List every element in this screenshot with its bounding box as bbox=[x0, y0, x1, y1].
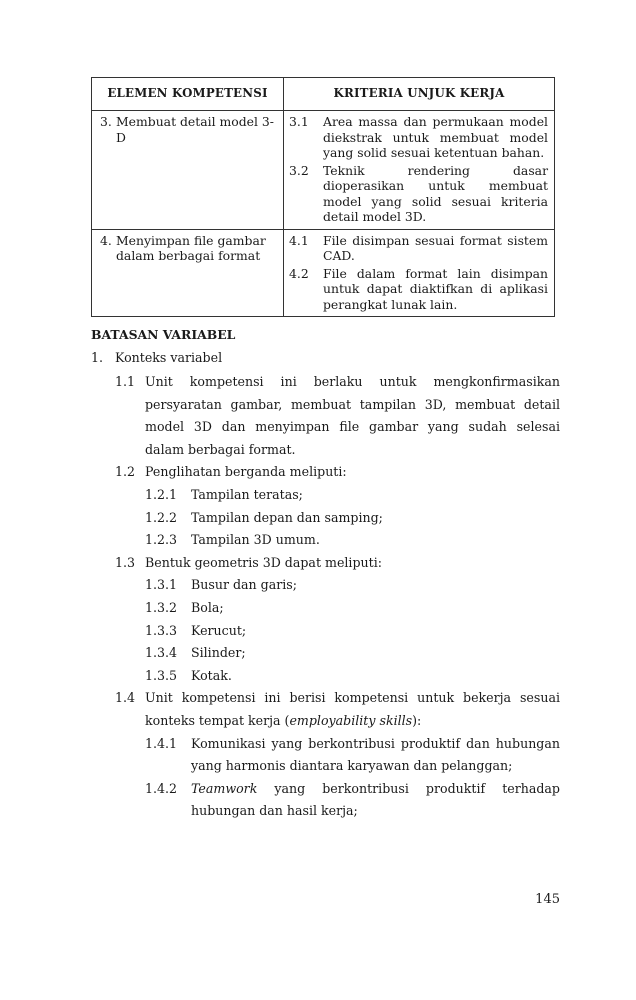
kriteria-item bbox=[289, 266, 548, 313]
list-item bbox=[145, 665, 560, 688]
batasan-variabel-section bbox=[91, 326, 560, 823]
list-item bbox=[91, 349, 560, 367]
table-row bbox=[92, 111, 555, 230]
kriteria-item bbox=[289, 114, 548, 161]
italic-term: employability skills bbox=[289, 712, 413, 728]
section-title: BATASAN VARIABEL bbox=[91, 327, 236, 342]
elemen-number: 3. bbox=[100, 114, 112, 129]
paragraph-line: yang harmonis diantara karyawan dan pelanggan; bbox=[191, 758, 513, 774]
elemen-text: Menyimpan file gambar dalam berbagai format bbox=[116, 232, 266, 263]
kriteria-text: Area massa dan permukaan model diekstrak untuk membuat model yang solid sesuai ketentuan bahan. bbox=[323, 114, 548, 160]
elemen-text: Membuat detail model 3-D bbox=[116, 114, 274, 145]
paragraph-line: Unit kompetensi ini berlaku untuk mengkonfirmasikan bbox=[145, 374, 560, 389]
paragraph-line: hubungan dan hasil kerja; bbox=[191, 803, 358, 819]
item-number: 1.1 bbox=[115, 374, 136, 389]
kriteria-number: 3.1 bbox=[289, 114, 309, 129]
item-text: Kotak. bbox=[191, 667, 232, 683]
subsection-1-3 bbox=[115, 552, 560, 575]
item-text: Silinder; bbox=[191, 645, 246, 661]
item-text: Penglihatan berganda meliputi: bbox=[145, 464, 347, 480]
italic-term: Teamwork bbox=[191, 780, 258, 796]
kriteria-cell bbox=[284, 229, 555, 317]
item-number: 1.3.2 bbox=[145, 599, 178, 615]
paragraph-line: Unit kompetensi ini berisi kompetensi untuk bekerja sesuai bbox=[145, 690, 560, 706]
item-number: 1.4.1 bbox=[145, 735, 178, 751]
item-text: Konteks variabel bbox=[115, 350, 223, 365]
list-item bbox=[145, 642, 560, 665]
item-number: 1.4 bbox=[115, 690, 136, 706]
kriteria-text: Teknik rendering dasar dioperasikan untuk membuat model yang solid sesuai kriteria detail model 3D. bbox=[323, 162, 548, 224]
table-header-row bbox=[92, 78, 555, 111]
paragraph-line bbox=[145, 710, 560, 733]
page-number: 145 bbox=[535, 892, 560, 907]
item-number: 1.3.4 bbox=[145, 645, 178, 661]
item-number: 1.3.3 bbox=[145, 622, 178, 638]
subsection-1-2 bbox=[115, 461, 560, 484]
item-text: Bola; bbox=[191, 599, 224, 615]
item-number: 1.2.3 bbox=[145, 532, 178, 548]
item-text: Busur dan garis; bbox=[191, 577, 297, 593]
kriteria-item bbox=[289, 233, 548, 264]
list-item bbox=[145, 620, 560, 643]
subsection-1-1 bbox=[115, 371, 560, 461]
kriteria-number: 4.2 bbox=[289, 265, 309, 281]
paragraph-line: persyaratan gambar, membuat tampilan 3D, membuat detail bbox=[145, 396, 560, 412]
elemen-cell bbox=[92, 229, 284, 317]
paragraph-line: model 3D dan menyimpan file gambar yang sudah selesai bbox=[145, 419, 560, 435]
kriteria-text: File dalam format lain disimpan untuk dapat diaktifkan di aplikasi perangkat lunak lain. bbox=[323, 265, 548, 312]
list-item bbox=[145, 484, 560, 507]
item-text: Tampilan 3D umum. bbox=[191, 532, 320, 548]
text-segment: konteks tempat kerja ( bbox=[145, 712, 290, 728]
competency-table bbox=[91, 77, 555, 317]
subsection-1-4 bbox=[115, 687, 560, 732]
list-item bbox=[145, 733, 560, 778]
paragraph-line: dalam berbagai format. bbox=[145, 441, 296, 457]
list-item bbox=[145, 529, 560, 552]
list-item bbox=[145, 507, 560, 530]
item-number: 1.3 bbox=[115, 554, 136, 570]
kriteria-text: File disimpan sesuai format sistem CAD. bbox=[323, 232, 548, 263]
item-text: Kerucut; bbox=[191, 622, 247, 638]
elemen-cell bbox=[92, 111, 284, 230]
list-item bbox=[145, 574, 560, 597]
item-text: Tampilan depan dan samping; bbox=[191, 509, 383, 525]
item-number: 1.2.1 bbox=[145, 486, 178, 502]
list-item bbox=[145, 597, 560, 620]
item-text: Tampilan teratas; bbox=[191, 486, 303, 502]
item-text: Bentuk geometris 3D dapat meliputi: bbox=[145, 554, 382, 570]
item-number: 1.3.5 bbox=[145, 667, 178, 683]
item-number: 1.2.2 bbox=[145, 509, 178, 525]
table-row bbox=[92, 229, 555, 317]
paragraph-line bbox=[191, 778, 560, 801]
list-item bbox=[145, 778, 560, 823]
item-number: 1.3.1 bbox=[145, 577, 178, 593]
kriteria-number: 3.2 bbox=[289, 162, 309, 178]
kriteria-number: 4.1 bbox=[289, 232, 309, 248]
elemen-number: 4. bbox=[100, 232, 112, 248]
header-elemen-kompetensi: ELEMEN KOMPETENSI bbox=[92, 78, 284, 111]
kriteria-cell bbox=[284, 111, 555, 230]
paragraph-line: Komunikasi yang berkontribusi produktif dan hubungan bbox=[191, 735, 560, 751]
text-segment: yang berkontribusi produktif terhadap bbox=[257, 780, 560, 796]
kriteria-item bbox=[289, 163, 548, 225]
paragraph bbox=[145, 371, 560, 461]
item-number: 1.2 bbox=[115, 464, 136, 480]
item-number: 1.4.2 bbox=[145, 780, 178, 796]
paragraph bbox=[145, 687, 560, 732]
item-number: 1. bbox=[91, 350, 104, 365]
header-kriteria-unjuk-kerja: KRITERIA UNJUK KERJA bbox=[284, 78, 555, 111]
item-text bbox=[191, 733, 560, 778]
item-text bbox=[191, 778, 560, 823]
text-segment: ): bbox=[412, 712, 422, 728]
